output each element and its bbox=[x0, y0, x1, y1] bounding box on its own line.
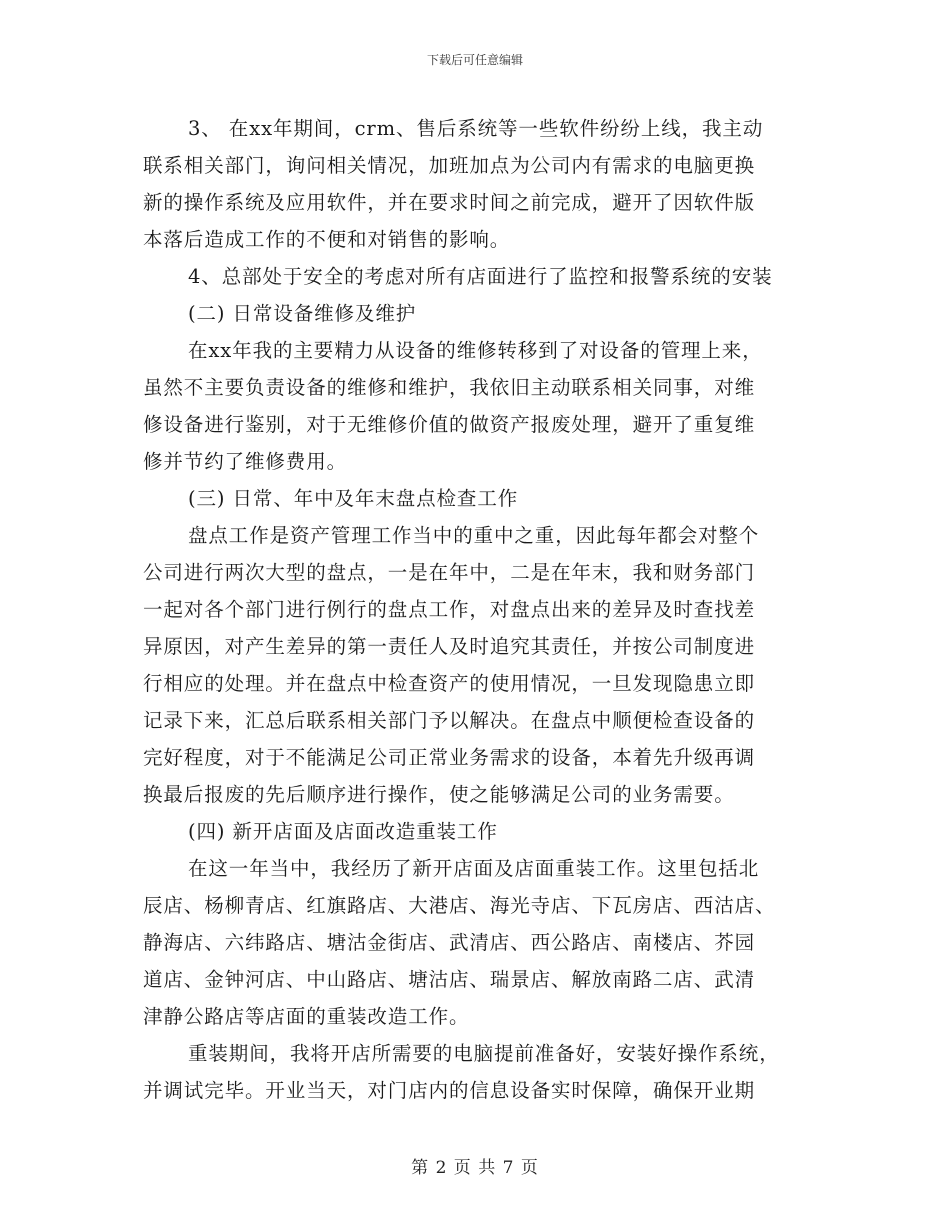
text-line: 重装期间，我将开店所需要的电脑提前准备好，安装好操作系统， bbox=[188, 1042, 780, 1065]
paragraph-renovation bbox=[143, 1035, 803, 1109]
text-line: 并调试完毕。开业当天，对门店内的信息设备实时保障，确保开业期 bbox=[143, 1079, 756, 1102]
text-line: 行相应的处理。并在盘点中检查资产的使用情况，一旦发现隐患立即 bbox=[143, 672, 756, 695]
text-line: 3、 在xx年期间，crm、售后系统等一些软件纷纷上线，我主动 bbox=[188, 117, 764, 140]
text-line: 在这一年当中，我经历了新开店面及店面重装工作。这里包括北 bbox=[188, 857, 760, 880]
paragraph-item-4 bbox=[143, 258, 803, 295]
page-footer: 第 2 页 共 7 页 bbox=[411, 1158, 539, 1178]
text-line: 公司进行两次大型的盘点，一是在年中，二是在年末，我和财务部门 bbox=[143, 561, 756, 584]
section-heading-3 bbox=[143, 480, 803, 517]
text-line: 修并节约了维修费用。 bbox=[143, 450, 348, 473]
text-line: 辰店、杨柳青店、红旗路店、大港店、海光寺店、下瓦房店、西沽店、 bbox=[143, 894, 776, 917]
section-heading-4 bbox=[143, 813, 803, 850]
text-line: 新的操作系统及应用软件，并在要求时间之前完成，避开了因软件版 bbox=[143, 191, 756, 214]
text-line: 4、总部处于安全的考虑对所有店面进行了监控和报警系统的安装 bbox=[188, 265, 773, 288]
page-header: 下载后可任意编辑 bbox=[426, 53, 523, 67]
text-line: (四) 新开店面及店面改造重装工作 bbox=[188, 820, 498, 843]
text-line: 换最后报废的先后顺序进行操作，使之能够满足公司的业务需要。 bbox=[143, 783, 735, 806]
text-line: 联系相关部门，询问相关情况，加班加点为公司内有需求的电脑更换 bbox=[143, 154, 756, 177]
text-line: 虽然不主要负责设备的维修和维护，我依旧主动联系相关同事，对维 bbox=[143, 376, 756, 399]
text-line: (二) 日常设备维修及维护 bbox=[188, 302, 417, 325]
text-line: 一起对各个部门进行例行的盘点工作，对盘点出来的差异及时查找差 bbox=[143, 598, 756, 621]
paragraph-maintenance bbox=[143, 332, 803, 480]
text-line: 津静公路店等店面的重装改造工作。 bbox=[143, 1005, 470, 1028]
text-line: 静海店、六纬路店、塘沽金街店、武清店、西公路店、南楼店、芥园 bbox=[143, 931, 756, 954]
paragraph-item-3 bbox=[143, 110, 803, 258]
text-line: (三) 日常、年中及年末盘点检查工作 bbox=[188, 487, 519, 510]
section-heading-2 bbox=[143, 295, 803, 332]
document-body bbox=[143, 110, 803, 1109]
text-line: 修设备进行鉴别，对于无维修价值的做资产报废处理，避开了重复维 bbox=[143, 413, 756, 436]
text-line: 完好程度，对于不能满足公司正常业务需求的设备，本着先升级再调 bbox=[143, 746, 756, 769]
text-line: 道店、金钟河店、中山路店、塘沽店、瑞景店、解放南路二店、武清 bbox=[143, 968, 756, 991]
paragraph-inventory bbox=[143, 517, 803, 813]
text-line: 在xx年我的主要精力从设备的维修转移到了对设备的管理上来， bbox=[188, 339, 763, 362]
paragraph-stores bbox=[143, 850, 803, 1035]
text-line: 异原因，对产生差异的第一责任人及时追究其责任，并按公司制度进 bbox=[143, 635, 756, 658]
text-line: 记录下来，汇总后联系相关部门予以解决。在盘点中顺便检查设备的 bbox=[143, 709, 756, 732]
text-line: 本落后造成工作的不便和对销售的影响。 bbox=[143, 228, 511, 251]
text-line: 盘点工作是资产管理工作当中的重中之重，因此每年都会对整个 bbox=[188, 524, 760, 547]
